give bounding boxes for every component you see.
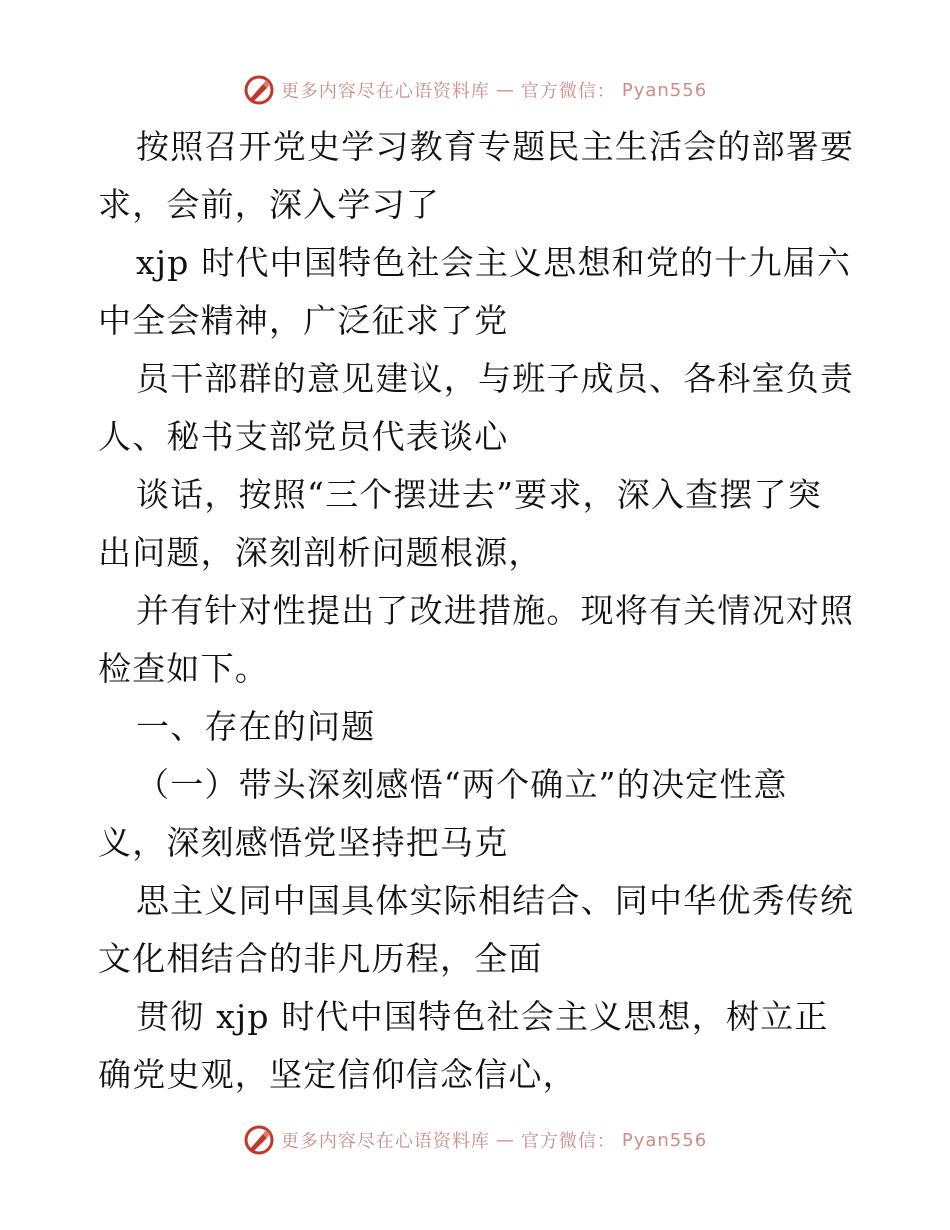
text-line: 贯彻 xjp 时代中国特色社会主义思想，树立正 — [136, 997, 829, 1036]
text-line: 义，深刻感悟党坚持把马克 — [98, 823, 509, 862]
footer-watermark — [0, 1120, 950, 1160]
text-line: 人、秘书支部党员代表谈心 — [98, 417, 509, 456]
text-line: 求，会前，深入学习了 — [98, 185, 440, 224]
text-line: 员干部群的意见建议，与班子成员、各科室负责 — [136, 359, 855, 398]
pen-logo-icon — [243, 1124, 275, 1156]
watermark-account-label: 官方微信： — [520, 81, 616, 102]
section-heading: 一、存在的问题 — [136, 707, 376, 746]
watermark-account: Pyan556 — [621, 1129, 708, 1151]
document-body — [98, 118, 858, 1104]
watermark-text: 更多内容尽在心语资料库 — [280, 1131, 490, 1152]
text-line: 检查如下。 — [98, 649, 269, 688]
watermark-account-label: 官方微信： — [520, 1131, 616, 1152]
pen-logo-icon — [243, 74, 275, 106]
watermark-text: 更多内容尽在心语资料库 — [280, 81, 490, 102]
text-line: 中全会精神，广泛征求了党 — [98, 301, 509, 340]
header-watermark — [0, 70, 950, 110]
text-line: 出问题，深刻剖析问题根源， — [98, 533, 543, 572]
text-line: 谈话，按照“三个摆进去”要求，深入查摆了突 — [136, 475, 822, 514]
text-line: 确党史观，坚定信仰信念信心， — [98, 1055, 577, 1094]
watermark-separator: — — [495, 79, 515, 101]
subsection-heading: （一）带头深刻感悟“两个确立”的决定性意 — [136, 765, 788, 804]
text-line: 按照召开党史学习教育专题民主生活会的部署要 — [136, 127, 855, 166]
text-line: xjp 时代中国特色社会主义思想和党的十九届六 — [136, 243, 852, 282]
text-line: 文化相结合的非凡历程，全面 — [98, 939, 543, 978]
text-line: 思主义同中国具体实际相结合、同中华优秀传统 — [136, 881, 855, 920]
text-line: 并有针对性提出了改进措施。现将有关情况对照 — [136, 591, 855, 630]
watermark-separator: — — [495, 1129, 515, 1151]
watermark-account: Pyan556 — [621, 79, 708, 101]
